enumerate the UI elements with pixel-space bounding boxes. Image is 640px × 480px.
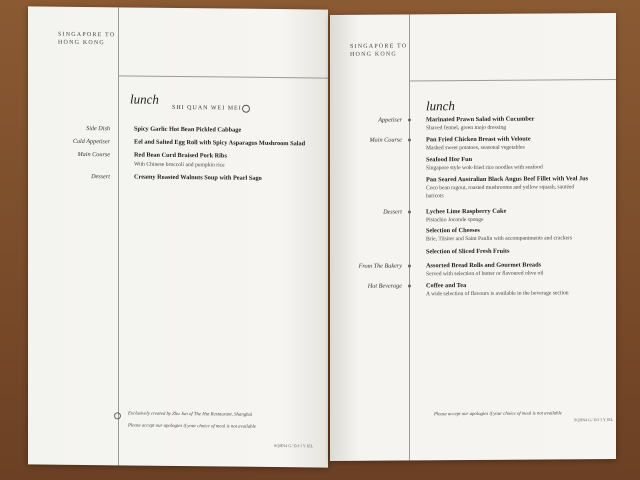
dish-name: Seafood Hor Fun bbox=[426, 156, 473, 164]
route-heading bbox=[350, 42, 407, 58]
dish-description: Shaved fennel, green mojo dressing bbox=[426, 124, 507, 132]
meal-title: lunch bbox=[426, 98, 455, 114]
section-marker bbox=[408, 118, 411, 121]
menu-left-page bbox=[28, 6, 328, 467]
section-marker bbox=[408, 210, 411, 213]
dish-name: Selection of Sliced Fresh Fruits bbox=[426, 247, 510, 256]
horizontal-rule bbox=[118, 75, 328, 78]
course-label: From The Bakery bbox=[358, 262, 402, 270]
dish-description: Singapore style wok-fried rice noodles with seafood bbox=[426, 164, 543, 172]
dish-description: A wide selection of flavours is available in the beverage section bbox=[426, 290, 569, 298]
dish-name: Red Bean Curd Braised Pork Ribs bbox=[134, 151, 227, 160]
route-line-1: SINGAPORE TO bbox=[58, 31, 116, 39]
dish-description-cont: haricots bbox=[426, 193, 444, 200]
route-line-1: SINGAPORE TO bbox=[350, 43, 408, 50]
menu-code: SQBN4 G/ D/J I Y JEL bbox=[574, 417, 614, 423]
course-label: Main Course bbox=[369, 136, 402, 144]
course-label: Dessert bbox=[383, 208, 402, 216]
route-line-2: HONG KONG bbox=[58, 39, 105, 47]
dish-description: With Chinese broccoli and pumpkin rice bbox=[134, 161, 225, 169]
course-label: Appetiser bbox=[378, 116, 402, 124]
chef-credit: Exclusively created by Zhu Jun of The Hut Restaurant, Shanghai bbox=[128, 411, 253, 418]
availability-note: Please accept our apologies if your choice of meal is not available bbox=[128, 423, 257, 430]
route-heading bbox=[58, 31, 115, 48]
dish-name: Spicy Garlic Hot Bean Pickled Cabbage bbox=[134, 125, 242, 134]
restaurant-emblem-icon bbox=[242, 105, 250, 113]
meal-subtitle: SHI QUAN WEI MEI bbox=[172, 104, 242, 112]
route-line-2: HONG KONG bbox=[350, 51, 397, 58]
dish-description: Mashed sweet potatoes, seasonal vegetables bbox=[426, 144, 525, 152]
course-label: Cold Appetiser bbox=[72, 137, 110, 146]
course-label: Hot Beverage bbox=[367, 282, 402, 290]
section-marker bbox=[408, 284, 411, 287]
dish-name: Selection of Cheeses bbox=[426, 226, 480, 235]
course-label: Side Dish bbox=[86, 125, 110, 133]
course-label: Dessert bbox=[91, 173, 110, 181]
dish-description: Coco bean ragout, roasted mushrooms and yellow squash, sautéed bbox=[426, 184, 575, 192]
dish-name: Creamy Roasted Walnuts Soup with Pearl Sago bbox=[134, 173, 262, 182]
dish-name: Pan Seared Australian Black Angus Beef Fillet with Veal Jus bbox=[426, 175, 589, 184]
section-marker bbox=[408, 138, 411, 141]
dish-name: Coffee and Tea bbox=[426, 282, 467, 290]
meal-title: lunch bbox=[130, 91, 159, 107]
availability-note: Please accept our apologies if your choice of meal is not available bbox=[434, 411, 563, 418]
section-marker bbox=[408, 264, 411, 267]
horizontal-rule bbox=[409, 79, 616, 81]
dish-description: Served with selection of butter or flavoured olive oil bbox=[426, 270, 544, 278]
dish-name: Assorted Bread Rolls and Gourmet Breads bbox=[426, 261, 542, 270]
dish-name: Marinated Prawn Salad with Cucumber bbox=[426, 115, 535, 124]
dish-name: Pan Fried Chicken Breast with Veloute bbox=[426, 135, 531, 144]
dish-name: Lychee Lime Raspberry Cake bbox=[426, 207, 507, 216]
menu-right-page bbox=[330, 13, 616, 461]
dish-name: Eel and Salted Egg Roll with Spicy Asparagus Mushroom Salad bbox=[134, 138, 306, 148]
menu-code: SQBN4 G/ D/J I Y JEL bbox=[274, 443, 314, 449]
restaurant-emblem-icon bbox=[114, 412, 121, 419]
course-label: Main Course bbox=[77, 150, 110, 159]
dish-description: Pistachio Joconde sponge bbox=[426, 216, 484, 224]
dish-description: Brie, Tilsiter and Saint Paulin with accompaniments and crackers bbox=[426, 235, 573, 243]
